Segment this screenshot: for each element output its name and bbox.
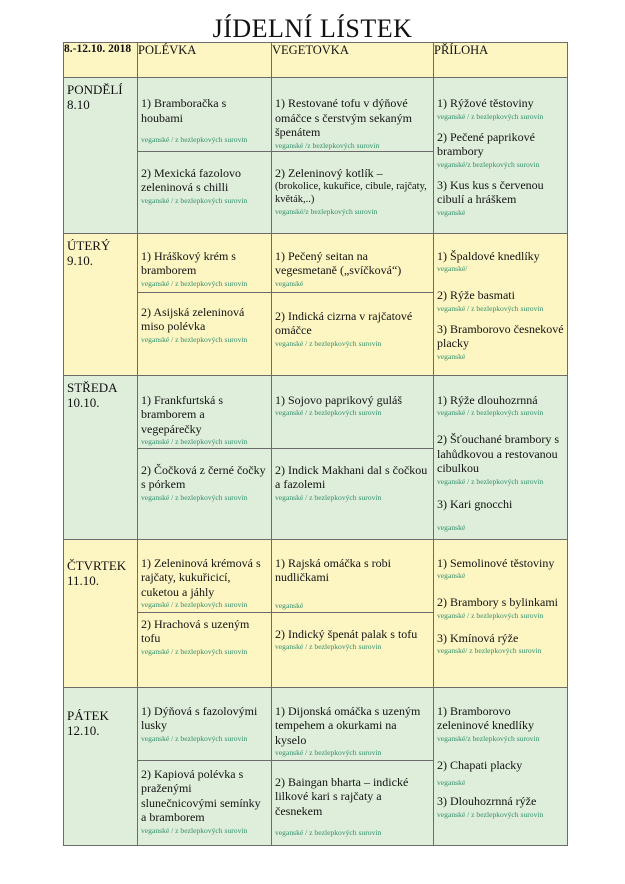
side-cell — [434, 375, 568, 539]
soup-item: 2) Mexická fazolovo zeleninová s chilli — [141, 165, 241, 194]
veg-item: 2) Indický špenát palak s tofu — [275, 626, 418, 641]
diet-tag: veganské — [437, 351, 466, 361]
diet-tag: veganské/ z bezlepkových surovin — [437, 646, 542, 655]
veg-cell — [272, 760, 434, 845]
diet-tag: veganské /z bezlepkových surovin — [275, 140, 380, 150]
veg-cell — [272, 448, 434, 539]
diet-tag: veganské / z bezlepkových surovin — [141, 278, 248, 288]
header-row — [64, 43, 568, 78]
page-title: JÍDELNÍ LÍSTEK — [212, 14, 413, 43]
veg-item-detail: (brokolice, kukuřice, cibule, rajčaty, květák,..) — [275, 181, 427, 205]
soup-cell — [138, 375, 272, 448]
diet-tag: veganské / z bezlepkových surovin — [275, 642, 382, 651]
diet-tag: veganské — [437, 778, 466, 787]
soup-cell — [138, 539, 272, 612]
diet-tag: veganské / z bezlepkových surovin — [141, 334, 248, 344]
soup-item: 1) Frankfurtská s bramborem a vegepárečky — [141, 392, 223, 436]
veg-item: 1) Rajská omáčka s robi nudličkami — [275, 555, 391, 584]
diet-tag: veganské / z bezlepkových surovin — [141, 733, 248, 743]
day-row — [64, 687, 568, 760]
soup-cell — [138, 151, 272, 233]
veg-item: 1) Sojovo paprikový guláš — [275, 392, 402, 407]
side-item: 3) Bramborovo česnekové placky — [437, 321, 564, 350]
diet-tag: veganské / z bezlepkových surovin — [275, 492, 382, 502]
soup-cell — [138, 448, 272, 539]
veg-cell — [272, 612, 434, 687]
soup-cell — [138, 233, 272, 292]
side-item: 2) Brambory s bylinkami — [437, 595, 558, 609]
soup-cell — [138, 292, 272, 375]
header-vegetovka: VEGETOVKA — [272, 43, 434, 78]
diet-tag: veganské / z bezlepkových surovin — [437, 809, 544, 819]
diet-tag: veganské / z bezlepkových surovin — [275, 408, 382, 417]
day-date: 9.10. — [67, 252, 93, 268]
diet-tag: veganské — [275, 600, 304, 610]
veg-cell — [272, 375, 434, 448]
soup-item: 2) Hrachová s uzeným tofu — [141, 616, 250, 645]
veg-cell — [272, 292, 434, 375]
side-cell — [434, 233, 568, 375]
soup-item: 1) Dýňová s fazolovými lusky — [141, 703, 258, 732]
menu-table — [63, 42, 568, 846]
soup-cell — [138, 612, 272, 687]
side-cell — [434, 687, 568, 845]
veg-cell — [272, 687, 434, 760]
day-date: 8.10 — [67, 97, 90, 112]
side-item: 1) Rýže dlouhozrnná — [437, 392, 538, 407]
diet-tag: veganské/z bezlepkových surovin — [437, 159, 540, 169]
diet-tag: veganské / z bezlepkových surovin — [275, 748, 382, 757]
side-item: 2) Rýže basmati — [437, 288, 515, 302]
diet-tag: veganské / z bezlepkových surovin — [141, 195, 248, 205]
diet-tag: veganské/ — [437, 264, 468, 273]
diet-tag: veganské / z bezlepkových surovin — [437, 476, 544, 486]
side-item: 3) Kmínová rýže — [437, 630, 519, 645]
side-cell — [434, 539, 568, 687]
veg-item: 1) Pečený seitan na vegesmetaně („svíčková“) — [275, 248, 402, 277]
day-row — [64, 375, 568, 448]
diet-tag: veganské / z bezlepkových surovin — [275, 338, 382, 348]
soup-item: 2) Asijská zeleninová miso polévka — [141, 304, 245, 333]
veg-item: 1) Restované tofu v dýňové omáčce s čerstvým sekaným špenátem — [275, 96, 412, 139]
day-row — [64, 539, 568, 612]
diet-tag: veganské / z bezlepkových surovin — [437, 408, 544, 417]
soup-cell — [138, 78, 272, 152]
soup-item: 2) Kapiová polévka s praženými slunečnicovými semínky a bramborem — [141, 766, 261, 824]
veg-item: 2) Indická cizrna v rajčatové omáčce — [275, 308, 413, 337]
header-date: 8.-12.10. 2018 — [64, 43, 138, 78]
diet-tag: veganské / z bezlepkových surovin — [275, 828, 382, 837]
diet-tag: veganské / z bezlepkových surovin — [141, 437, 248, 446]
day-date: 12.10. — [67, 722, 100, 738]
day-name: ÚTERÝ — [67, 237, 111, 253]
diet-tag: veganské / z bezlepkových surovin — [141, 492, 248, 502]
soup-item: 1) Hráškový krém s bramborem — [141, 248, 236, 277]
diet-tag: veganské / z bezlepkových surovin — [437, 111, 544, 121]
day-name: ČTVRTEK — [67, 557, 127, 573]
side-item: 3) Dlouhozrnná rýže — [437, 794, 537, 808]
day-date: 11.10. — [67, 572, 100, 588]
veg-cell — [272, 78, 434, 152]
day-cell — [64, 233, 138, 375]
diet-tag: veganské / z bezlepkových surovin — [141, 600, 248, 609]
diet-tag: veganské — [437, 523, 466, 532]
veg-cell — [272, 151, 434, 233]
day-cell — [64, 78, 138, 234]
soup-item: 2) Čočková z černé čočky s pórkem — [141, 462, 266, 491]
side-cell — [434, 78, 568, 234]
soup-item: 1) Bramboračka s houbami — [141, 96, 227, 125]
side-item: 1) Špaldové knedlíky — [437, 248, 540, 263]
header-side: PŘÍLOHA — [434, 43, 568, 78]
side-item: 1) Rýžové těstoviny — [437, 96, 534, 110]
side-item: 3) Kus kus s červenou cibulí a hráškem — [437, 177, 544, 206]
diet-tag: veganské / z bezlepkových surovin — [437, 303, 544, 313]
day-name: PONDĚLÍ — [67, 82, 123, 97]
day-row — [64, 233, 568, 292]
day-cell — [64, 539, 138, 687]
day-name: PÁTEK — [67, 707, 109, 723]
diet-tag: veganské — [437, 207, 466, 217]
soup-cell — [138, 760, 272, 845]
veg-item: 2) Baingan bharta – indické lilkové kari s rajčaty a česnekem — [275, 774, 409, 818]
diet-tag: veganské — [437, 571, 466, 580]
day-row — [64, 78, 568, 152]
day-cell — [64, 375, 138, 539]
veg-cell — [272, 233, 434, 292]
day-cell — [64, 687, 138, 845]
side-item: 1) Semolinové těstoviny — [437, 555, 555, 570]
diet-tag: veganské — [275, 278, 304, 288]
veg-item: 2) Zeleninový kotlík – — [275, 165, 383, 180]
side-item: 1) Bramborovo zeleninové knedlíky — [437, 703, 534, 732]
soup-item: 1) Zeleninová krémová s rajčaty, kukuřicicí, cuketou a jáhly — [141, 555, 261, 599]
day-name: STŘEDA — [67, 379, 118, 395]
veg-cell — [272, 539, 434, 612]
diet-tag: veganské/z bezlepkových surovin — [275, 207, 378, 216]
diet-tag: veganské / z bezlepkových surovin — [141, 825, 248, 835]
day-date: 10.10. — [67, 394, 100, 410]
diet-tag: veganské / z bezlepkových surovin — [141, 646, 248, 656]
side-item: 2) Šťouchané brambory s lahůdkovou a restovanou cibulkou — [437, 432, 560, 475]
veg-item: 1) Dijonská omáčka s uzeným tempehem a okurkami na kyselo — [275, 703, 421, 747]
diet-tag: veganské/z bezlepkových surovin — [437, 733, 540, 743]
diet-tag: veganské / z bezlepkových surovin — [437, 610, 544, 620]
side-item: 2) Chapati placky — [437, 757, 523, 772]
diet-tag: veganské / z bezlepkových surovin — [141, 135, 248, 144]
header-soup: POLÉVKA — [138, 43, 272, 78]
side-item: 3) Kari gnocchi — [437, 496, 513, 511]
veg-item: 2) Indick Makhani dal s čočkou a fazolemi — [275, 462, 428, 491]
side-item: 2) Pečené paprikové brambory — [437, 129, 535, 158]
soup-cell — [138, 687, 272, 760]
